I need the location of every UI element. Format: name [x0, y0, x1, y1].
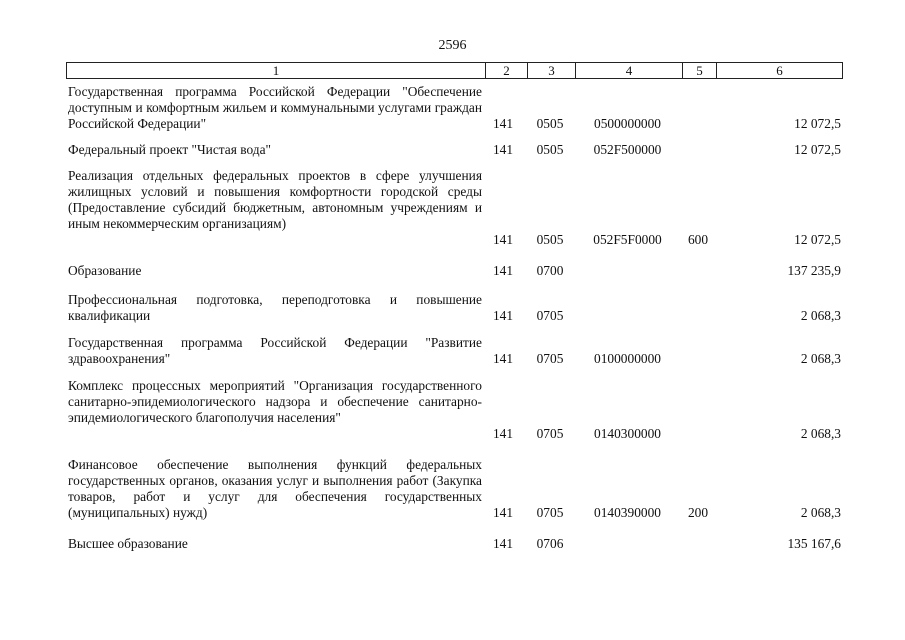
- row-expense-type: 200: [687, 505, 709, 520]
- row-name: Государственная программа Российской Федерации "Обеспечение доступным и комфортным жильем и коммунальными услугами граждан Российской Федерации": [68, 84, 482, 131]
- table-row: [66, 536, 843, 552]
- row-amount: 2 068,3: [800, 351, 841, 366]
- row-target-code: 0100000000: [594, 351, 661, 366]
- row-name: Профессиональная подготовка, переподготовка и повышение квалификации: [68, 292, 482, 323]
- row-name: Реализация отдельных федеральных проектов в сфере улучшения жилищных условий и повышения комфортности городской среды (Предоставление субсидий бюджетным, автономным учреждениям и иным некоммерческим организациям): [68, 168, 482, 231]
- row-target-code: 0140300000: [594, 426, 661, 441]
- row-amount: 137 235,9: [787, 263, 841, 278]
- column-header-1: 1: [272, 63, 280, 78]
- row-section-code: 0700: [536, 263, 564, 278]
- table-row: [66, 335, 843, 367]
- table-header: [66, 62, 843, 79]
- row-ministry-code: 141: [492, 505, 514, 520]
- table-row: [66, 457, 843, 521]
- row-amount: 2 068,3: [800, 308, 841, 323]
- row-amount: 2 068,3: [800, 505, 841, 520]
- row-name: Образование: [68, 263, 142, 278]
- row-section-code: 0705: [536, 308, 564, 323]
- row-section-code: 0505: [536, 116, 564, 131]
- row-ministry-code: 141: [492, 116, 514, 131]
- row-expense-type: 600: [687, 232, 709, 247]
- row-name: Комплекс процессных мероприятий "Организация государственного санитарно-эпидемиологического надзора и обеспечение санитарно-эпидемиологического благополучия населения": [68, 378, 482, 425]
- table-row: [66, 263, 843, 279]
- row-target-code: 052F5F0000: [593, 232, 662, 247]
- column-header-6: 6: [716, 63, 842, 78]
- row-name: Государственная программа Российской Федерации "Развитие здравоохранения": [68, 335, 482, 366]
- row-amount: 12 072,5: [794, 232, 841, 247]
- row-section-code: 0705: [536, 351, 564, 366]
- table-row: [66, 168, 843, 248]
- row-amount: 2 068,3: [800, 426, 841, 441]
- row-target-code: 0140390000: [594, 505, 661, 520]
- table-row: [66, 142, 843, 158]
- row-ministry-code: 141: [492, 308, 514, 323]
- row-amount: 12 072,5: [794, 142, 841, 157]
- row-section-code: 0706: [536, 536, 564, 551]
- table-row: [66, 378, 843, 442]
- row-section-code: 0705: [536, 505, 564, 520]
- column-header-5: 5: [682, 63, 716, 78]
- page-number: 2596: [438, 38, 467, 53]
- row-ministry-code: 141: [492, 232, 514, 247]
- row-target-code: 052F500000: [593, 142, 662, 157]
- row-ministry-code: 141: [492, 142, 514, 157]
- row-section-code: 0505: [536, 142, 564, 157]
- row-name: Высшее образование: [68, 536, 188, 551]
- row-section-code: 0705: [536, 426, 564, 441]
- row-ministry-code: 141: [492, 536, 514, 551]
- table-row: [66, 84, 843, 132]
- row-ministry-code: 141: [492, 426, 514, 441]
- row-ministry-code: 141: [492, 263, 514, 278]
- column-header-4: 4: [575, 63, 682, 78]
- column-header-3: 3: [527, 63, 575, 78]
- row-amount: 12 072,5: [794, 116, 841, 131]
- column-header-2: 2: [485, 63, 527, 78]
- table-row: [66, 292, 843, 324]
- row-name: Финансовое обеспечение выполнения функций федеральных государственных органов, оказания услуг и выполнения работ (Закупка товаров, работ и услуг для обеспечения государственных (муниципальных) нужд): [68, 457, 482, 520]
- row-target-code: 0500000000: [594, 116, 661, 131]
- row-amount: 135 167,6: [787, 536, 841, 551]
- row-ministry-code: 141: [492, 351, 514, 366]
- row-name: Федеральный проект "Чистая вода": [68, 142, 272, 157]
- row-section-code: 0505: [536, 232, 564, 247]
